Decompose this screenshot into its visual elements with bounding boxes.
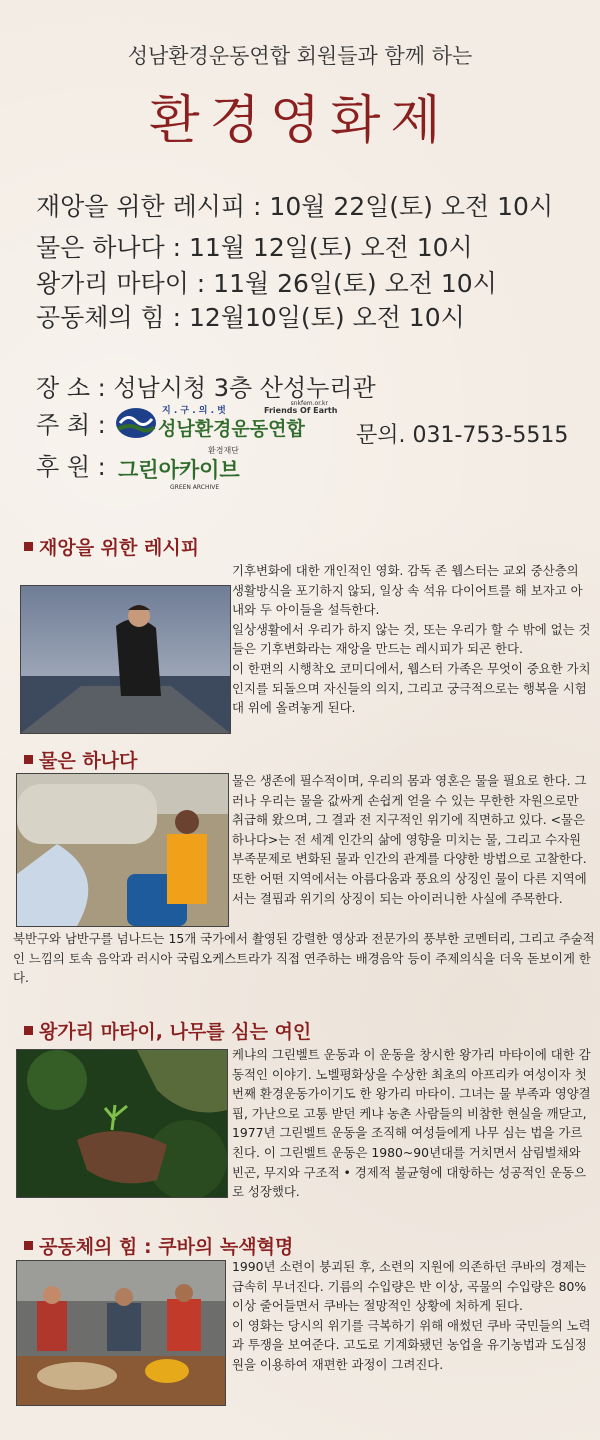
photo-wangari (16, 1049, 228, 1198)
section-text-cuba: 1990년 소련이 붕괴된 후, 소련의 지원에 의존하던 쿠바의 경제는 급속히 무너진다. 기름의 수입량은 반 이상, 곡물의 수입량은 80%이상 줄어들면서 쿠바는 절망적인 상황에 처하게 된다. 이 영화는 당시의 위기를 극복하기 위해 애썼던 쿠바 국민들의 노력과 투쟁을 보여준다. 고도로 기계화됐던 농업을 유기농법과 도심정원을 이용하여 재편한 과정이 그려진다. (232, 1259, 591, 1372)
bullet-square-icon (24, 1026, 33, 1035)
schedule-item-1: 재앙을 위한 레시피 : 10월 22일(토) 오전 10시 (36, 192, 554, 221)
bullet-square-icon (24, 1241, 33, 1250)
venue-text: 장 소 : 성남시청 3층 산성누리관 (36, 374, 376, 402)
section-text-wangari: 케냐의 그린벨트 운동과 이 운동을 창시한 왕가리 마타이에 대한 감동적인 이야기. 노벨평화상을 수상한 최초의 아프리카 여성이자 첫 번째 환경운동가이기도 한 왕가리 마타이. 그녀는 물 부족과 영양결핍, 가난으로 고통 받던 케냐 농촌 사람들의 비참한 현실을 깨닫고, 1977년 그린벨트 운동을 조직해 여성들에게 나무 심는 법을 가르친다. 이 그린벨트 운동은 1980~90년대를 거치면서 삼림벌채와 빈곤, 무지와 구조적 • 경제적 불균형에 대항하는 성공적인 운동으로 성장했다. (232, 1047, 591, 1200)
photo-recipe (20, 585, 231, 734)
photo-cuba (16, 1260, 226, 1406)
bullet-square-icon (24, 542, 33, 551)
section-text-water-continued: 북반구와 남반구를 넘나드는 15개 국가에서 촬영된 강렬한 영상과 전문가의 풍부한 코멘터리, 그리고 주술적인 느낌의 토속 음악과 러시아 국립오케스트라가 직접 연주하는 배경음악 등이 주제의식을 더욱 돋보이게 한다. (13, 931, 595, 986)
host-tag-en: Friends Of Earth (264, 406, 338, 415)
host-label: 주 최 : (36, 411, 106, 439)
host-url: snkfem.or.kr (290, 400, 328, 407)
sponsor-label: 후 원 : (36, 453, 106, 481)
schedule-item-2: 물은 하나다 : 11월 12일(토) 오전 10시 (36, 233, 473, 262)
section-text-recipe: 기후변화에 대한 개인적인 영화. 감독 존 웹스터는 교외 중산층의 생활방식을 포기하지 않되, 일상 속 석유 다이어트를 해 보자고 아내와 두 아이들을 설득한다. 일상생활에서 우리가 하지 않는 것, 또는 우리가 할 수 밖에 없는 것들은 기후변화라는 재앙을 만드는 레시피가 되곤 한다. 이 한편의 시행착오 코미디에서, 웹스터 가족은 무엇이 중요한 가치인지를 되돌으며 자신들의 의지, 그리고 궁극적으로는 행복을 시험대 위에 올려놓게 된다. (232, 563, 591, 716)
sponsor-tag: 환경재단 (208, 446, 239, 455)
host-logo (114, 397, 344, 443)
section-heading-cuba: 공동체의 힘 : 쿠바의 녹색혁명 (24, 1232, 293, 1259)
section-text-water: 물은 생존에 필수적이며, 우리의 몸과 영혼은 물을 필요로 한다. 그러나 우리는 물을 값싸게 손쉽게 얻을 수 있는 무한한 자원으로만 취급해 왔으며, 그 결과 전 지구적인 위기에 직면하고 있다. <물은 하나다>는 전 세계 인간의 삶에 영향을 미치는 물, 그리고 수자원 부족문제로 변화된 물과 인간의 관계를 다양한 방법으로 고찰한다. 또한 어떤 지역에서는 아름다움과 풍요의 상징인 물이 다른 지역에서는 결핍과 위기의 상징이 되는 아이러니한 사실에 주목한다. (232, 773, 587, 906)
sponsor-en: GREEN ARCHIVE (170, 484, 220, 491)
host-logo-mark (114, 397, 344, 443)
photo-water (16, 773, 229, 927)
section-heading-wangari: 왕가리 마타이, 나무를 심는 여인 (24, 1017, 311, 1044)
host-tag-ko: 지 . 구 . 의 . 벗 (162, 406, 226, 416)
sponsor-logo-mark (116, 446, 261, 492)
sponsor-name: 그린아카이브 (118, 457, 240, 482)
schedule-item-3: 왕가리 마타이 : 11월 26일(토) 오전 10시 (36, 269, 497, 298)
section-heading-recipe: 재앙을 위한 레시피 (24, 533, 199, 560)
section-heading-water: 물은 하나다 (24, 746, 137, 773)
sponsor-logo (116, 446, 261, 492)
bullet-square-icon (24, 755, 33, 764)
schedule-item-4: 공동체의 힘 : 12월10일(토) 오전 10시 (36, 303, 465, 332)
contact-phone: 문의. 031-753-5515 (356, 423, 569, 448)
event-subtitle: 성남환경운동연합 회원들과 함께 하는 (127, 44, 473, 68)
host-name: 성남환경운동연합 (158, 418, 305, 440)
event-title: 환경영화제 (149, 91, 451, 151)
